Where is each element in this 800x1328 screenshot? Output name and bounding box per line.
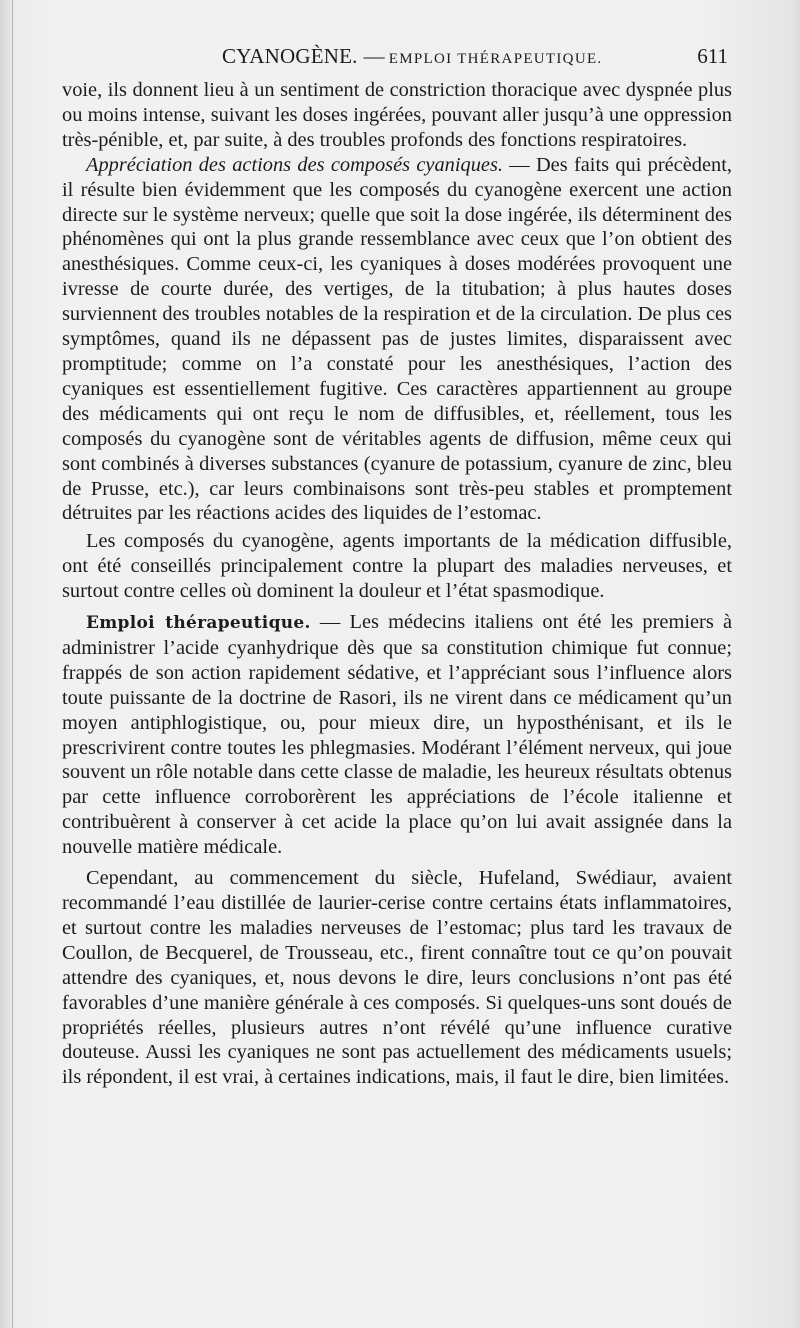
emploi-text: — Les médecins italiens ont été les premiers à administrer l’acide cyanhydrique dès que sa constitution chimique fut connue; frappés de son action rapidement sédative, et l’appréciant sous l’influence alors toute puissante de la doctrine de Rasori, ils ne virent dans ce médicament qu’un moyen antiphlogistique, ou, pour mieux dire, un hyposthénisant, et ils le prescrivirent contre toutes les phlegmasies. Modérant l’élément nerveux, qui joue souvent un rôle notable dans cette classe de maladie, les heureux résultats obtenus par cette influence corroborèrent les appréciations de l’école italienne et contribuèrent à conserver à cet acide la place qu’on lui avait assignée dans la nouvelle matière médicale. [62, 611, 732, 859]
chapter-title: CYANOGÈNE. [222, 44, 358, 68]
paragraph-cependant: Cependant, au commencement du siècle, Hufeland, Swédiaur, avaient recommandé l’eau distillée de laurier-cerise contre certains états inflammatoires, et surtout contre les maladies nerveuses de l’estomac; plus tard les travaux de Coullon, de Becquerel, de Trousseau, etc., firent connaître tout ce qu’on pouvait attendre des cyaniques, et, nous devons le dire, leurs conclusions n’ont pas été favorables d’une manière générale à ces composés. Si quelques-uns sont doués de propriétés réelles, plusieurs autres n’ont révélé qu’une influence curative douteuse. Aussi les cyaniques ne sont pas actuellement des médicaments usuels; ils répondent, il est vrai, à certaines indications, mais, il faut le dire, bien limitées. [62, 867, 732, 1089]
paragraph-appreciation [62, 153, 732, 527]
running-title [222, 44, 602, 69]
page-number: 611 [697, 44, 728, 68]
paragraph-emploi [62, 610, 732, 860]
paragraph-diffusible: Les composés du cyanogène, agents importants de la médication diffusible, ont été conseillés principalement contre la plupart des maladies nerveuses, et surtout contre celles où dominent la douleur et l’état spasmodique. [62, 530, 732, 603]
emploi-heading: Emploi thérapeutique. [86, 613, 311, 634]
body-text [62, 78, 732, 1090]
paragraph-continuation: voie, ils donnent lieu à un sentiment de constriction thoracique avec dyspnée plus ou moins intense, suivant les doses ingérées, pouvant aller jusqu’à une oppression très-pénible, et, par suite, à des troubles profonds des fonctions respiratoires. [62, 79, 732, 151]
appreciation-text: — Des faits qui précèdent, il résulte bien évidemment que les composés du cyanogène exercent une action directe sur le système nerveux; quelle que soit la dose ingérée, ils déterminent des phénomènes qui ont la plus grande ressemblance avec ceux que l’on obtient des anesthésiques. Comme ceux-ci, les cyaniques à doses modérées provoquent une ivresse de courte durée, des vertiges, de la titubation; à plus hautes doses surviennent des troubles notables de la respiration et de la circulation. De plus ces symptômes, quand ils ne dépassent pas de justes limites, disparaissent avec promptitude; comme on l’a constaté pour les anesthésiques, l’action des cyaniques est essentiellement fugitive. Ces caractères appartiennent au groupe des médicaments qui ont reçu le nom de diffusibles, et, réellement, tous les composés du cyanogène sont de véritables agents de diffusion, même ceux qui sont combinés à diverses substances (cyanure de potassium, cyanure de zinc, bleu de Prusse, etc.), car leurs combinaisons sont très-peu stables et promptement détruites par les réactions acides des liquides de l’estomac. [62, 153, 732, 525]
header-separator: — [363, 44, 385, 68]
section-title: EMPLOI THÉRAPEUTIQUE. [388, 51, 603, 67]
running-header [62, 44, 732, 74]
appreciation-heading: Appréciation des actions des composés cyaniques. [86, 153, 504, 176]
bottom-margin [62, 1248, 732, 1308]
